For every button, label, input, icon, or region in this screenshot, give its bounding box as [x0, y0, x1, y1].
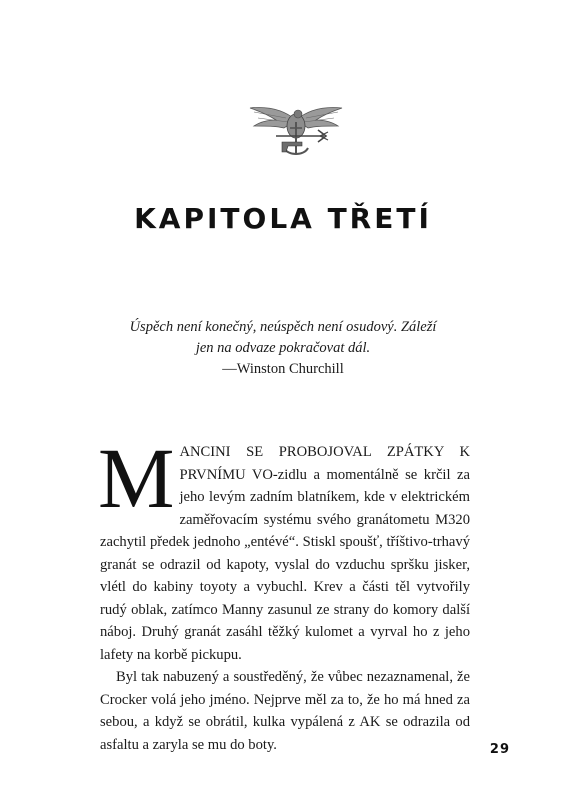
navy-seal-trident-emblem-icon [246, 92, 346, 162]
page-number: 29 [489, 742, 510, 757]
epigraph-author: —Winston Churchill [222, 361, 344, 377]
chapter-body [98, 430, 470, 756]
drop-cap: M [98, 430, 175, 526]
epigraph-quote-line-2: jen na odvaze pokračovat dál. [195, 340, 371, 356]
epigraph [100, 317, 466, 380]
paragraph-1-small-caps: ANCINI SE PROBOJOVAL ZPÁTKY K PRVNÍMU VO- [179, 444, 470, 483]
paragraph-1 [98, 430, 470, 666]
chapter-title: KAPITOLA TŘETÍ [134, 202, 432, 235]
paragraph-2: Byl tak nabuzený a soustředěný, že vůbec nezaznamenal, že Crocker volá jeho jméno. Nejprve měl za to, že ho má hned za sebou, a když se obrátil, kulka vypálená z AK se odrazila od asfaltu a zaryla se mu do boty. [100, 669, 470, 753]
epigraph-quote-line-1: Úspěch není konečný, neúspěch není osudový. Záleží [129, 319, 437, 335]
paragraph-1-text: zidlu a momentálně se krčil za jeho levým zadním blatníkem, kde v elektrickém zaměřovacím systému svého granátometu M320 zachytil předek jednoho „entévé“. Stiskl spoušť, tříštivo-trhavý granát se odrazil od kapoty, vyslal do vzduchu spršku jisker, vlétl do kabiny toyoty a vybuchl. Krev a části těl vytvořily rudý oblak, zatímco Manny zasunul ze strany do komory další náboj. Druhý granát zasáhl těžký kulomet a vyrval ho z jeho lafety na korbě pickupu. [100, 466, 470, 663]
